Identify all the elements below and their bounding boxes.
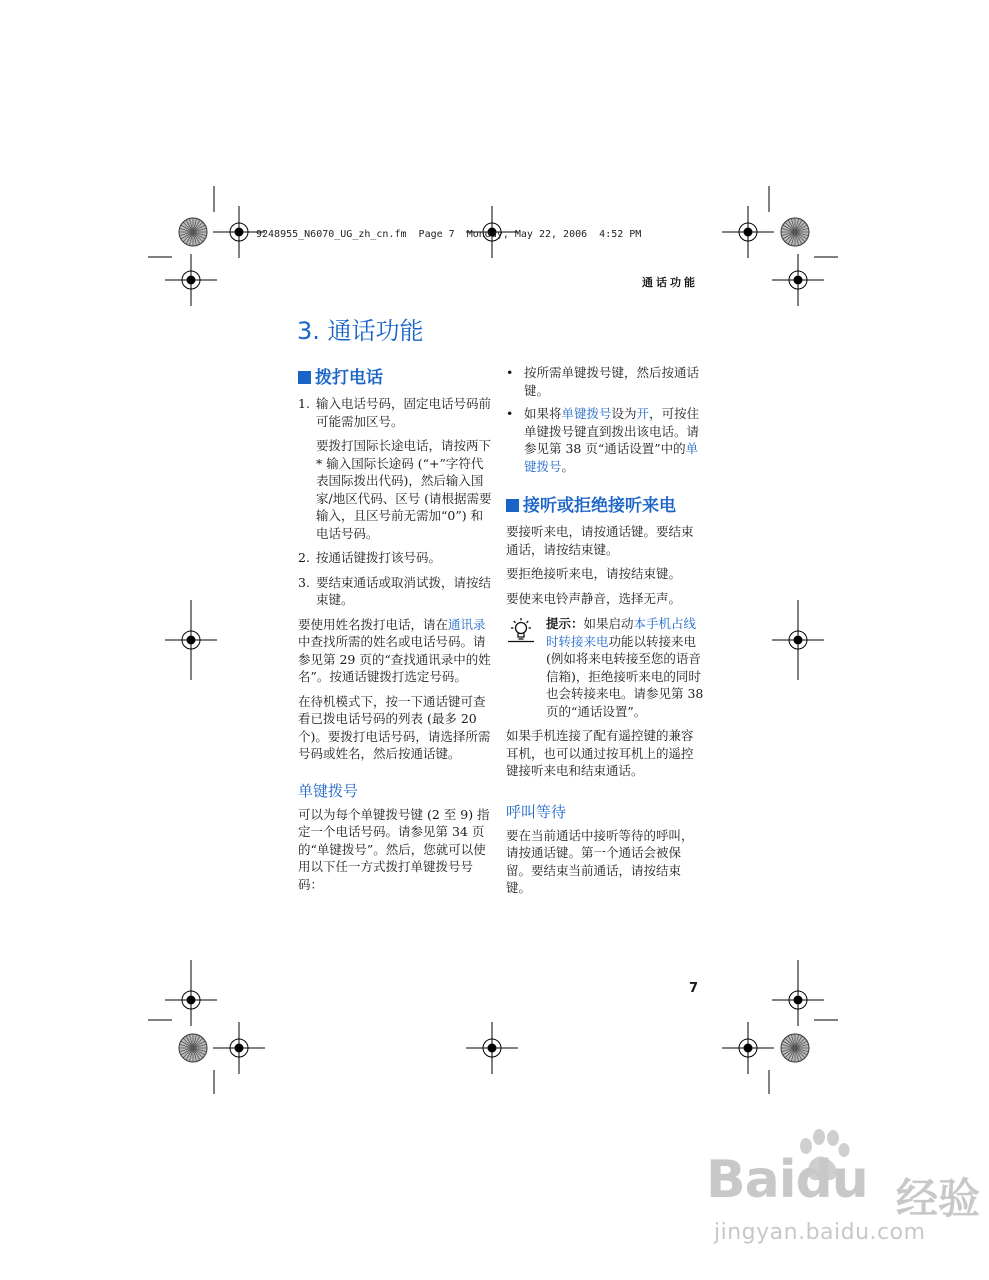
- paragraph: 要使来电铃声静音，选择无声。: [506, 590, 682, 606]
- paragraph: 要拒绝接听来电，请按结束键。: [506, 566, 682, 581]
- on-link[interactable]: 开: [636, 406, 650, 421]
- registration-target: [772, 254, 824, 306]
- watermark-url: jingyan.baidu.com: [714, 1220, 926, 1245]
- section-heading-answer: 接听或拒绝接听来电: [506, 495, 704, 517]
- registration-target: [722, 1022, 774, 1074]
- section-square-icon: [298, 371, 311, 384]
- list-item-subtext: 要拨打国际长途电话，请按两下 * 输入国际长途码 (“+”字符代表国际拨出代码)，然后输入国家/地区代码、区号 (请根据需要输入，且区号前无需加“0”) 和电话号码。: [316, 438, 492, 541]
- registration-wheel: [781, 1034, 809, 1062]
- paragraph: 可以为每个单键拨号键 (2 至 9) 指定一个电话号码。请参见第 34 页的“单键拨号”。然后，您就可以使用以下任一方式拨打单键拨号号码：: [298, 806, 490, 892]
- registration-wheel: [179, 1034, 207, 1062]
- lightbulb-icon: [506, 615, 546, 720]
- bullet-item: • 按所需单键拨号键，然后按通话键。: [506, 365, 700, 398]
- paragraph: 在待机模式下，按一下通话键可查看已拨电话号码的列表 (最多 20 个)。要拨打电话号码，请选择所需号码或姓名，然后按通话键。: [298, 693, 491, 761]
- list-item: 3. 要结束通话或取消试拨，请按结束键。: [298, 574, 492, 607]
- subsection-heading-speed-dial: 单键拨号: [298, 781, 359, 800]
- paragraph: 如果手机连接了配有遥控键的兼容耳机，也可以通过按耳机上的遥控键接听来电和结束通话。: [506, 728, 694, 778]
- subsection-heading-call-waiting: 呼叫等待: [506, 802, 567, 821]
- call-divert-link[interactable]: 本手机占线时转接来电: [546, 616, 697, 649]
- running-head: 通话功能: [642, 276, 698, 289]
- registration-wheel: [179, 218, 207, 246]
- file-info-header: 9248955_N6070_UG_zh_cn.fm Page 7 Monday, May 22, 2006 4:52 PM: [256, 229, 642, 240]
- paragraph: 要在当前通话中接听等待的呼叫，请按通话键。第一个通话会被保留。要结束当前通话，请按结束键。: [506, 827, 694, 895]
- page-number: 7: [688, 981, 698, 996]
- bullet-item: • 如果将单键拨号设为开，可按住单键拨号键直到拨出该电话。请参见第 38 页“通话设置”中的单键拨号。: [506, 406, 700, 474]
- registration-target: [772, 974, 824, 1026]
- registration-target: [165, 974, 217, 1026]
- section-square-icon: [506, 499, 519, 512]
- registration-target: [466, 1022, 518, 1074]
- registration-target: [772, 614, 824, 666]
- registration-target: [165, 254, 217, 306]
- speed-dial-link[interactable]: 单键拨号: [524, 441, 699, 474]
- contacts-link[interactable]: 通讯录: [448, 616, 486, 632]
- paragraph: 要接听来电，请按通话键。要结束通话，请按结束键。: [506, 524, 694, 557]
- watermark-logo-cn: 经验: [896, 1174, 981, 1223]
- list-item: 2. 按通话键拨打该号码。: [298, 550, 442, 565]
- left-column: [298, 367, 494, 900]
- registration-wheel: [781, 218, 809, 246]
- section-heading-dial: 拨打电话: [298, 367, 494, 389]
- registration-target: [722, 206, 774, 258]
- right-column: [506, 364, 704, 904]
- baidu-watermark: [700, 1128, 980, 1258]
- paragraph: 要使用姓名拨打电话，请在通讯录中查找所需的姓名或电话号码。请参见第 29 页的“查找通讯录中的姓名”。按通话键拨打选定号码。: [298, 616, 491, 684]
- tip-box: 提示：如果启动本手机占线时转接来电功能以转接来电 (例如将来电转接至您的语音信箱)，拒绝接听来电的同时也会转接来电。请参见第 38 页的“通话设置”。: [506, 615, 704, 720]
- speed-dial-link[interactable]: 单键拨号: [561, 406, 612, 421]
- registration-target: [165, 614, 217, 666]
- registration-target: [213, 1022, 265, 1074]
- watermark-logo: Baidu: [706, 1150, 868, 1210]
- list-item: 1. 输入电话号码，固定电话号码前可能需加区号。: [298, 396, 492, 429]
- chapter-title: 3. 通话功能: [297, 317, 424, 345]
